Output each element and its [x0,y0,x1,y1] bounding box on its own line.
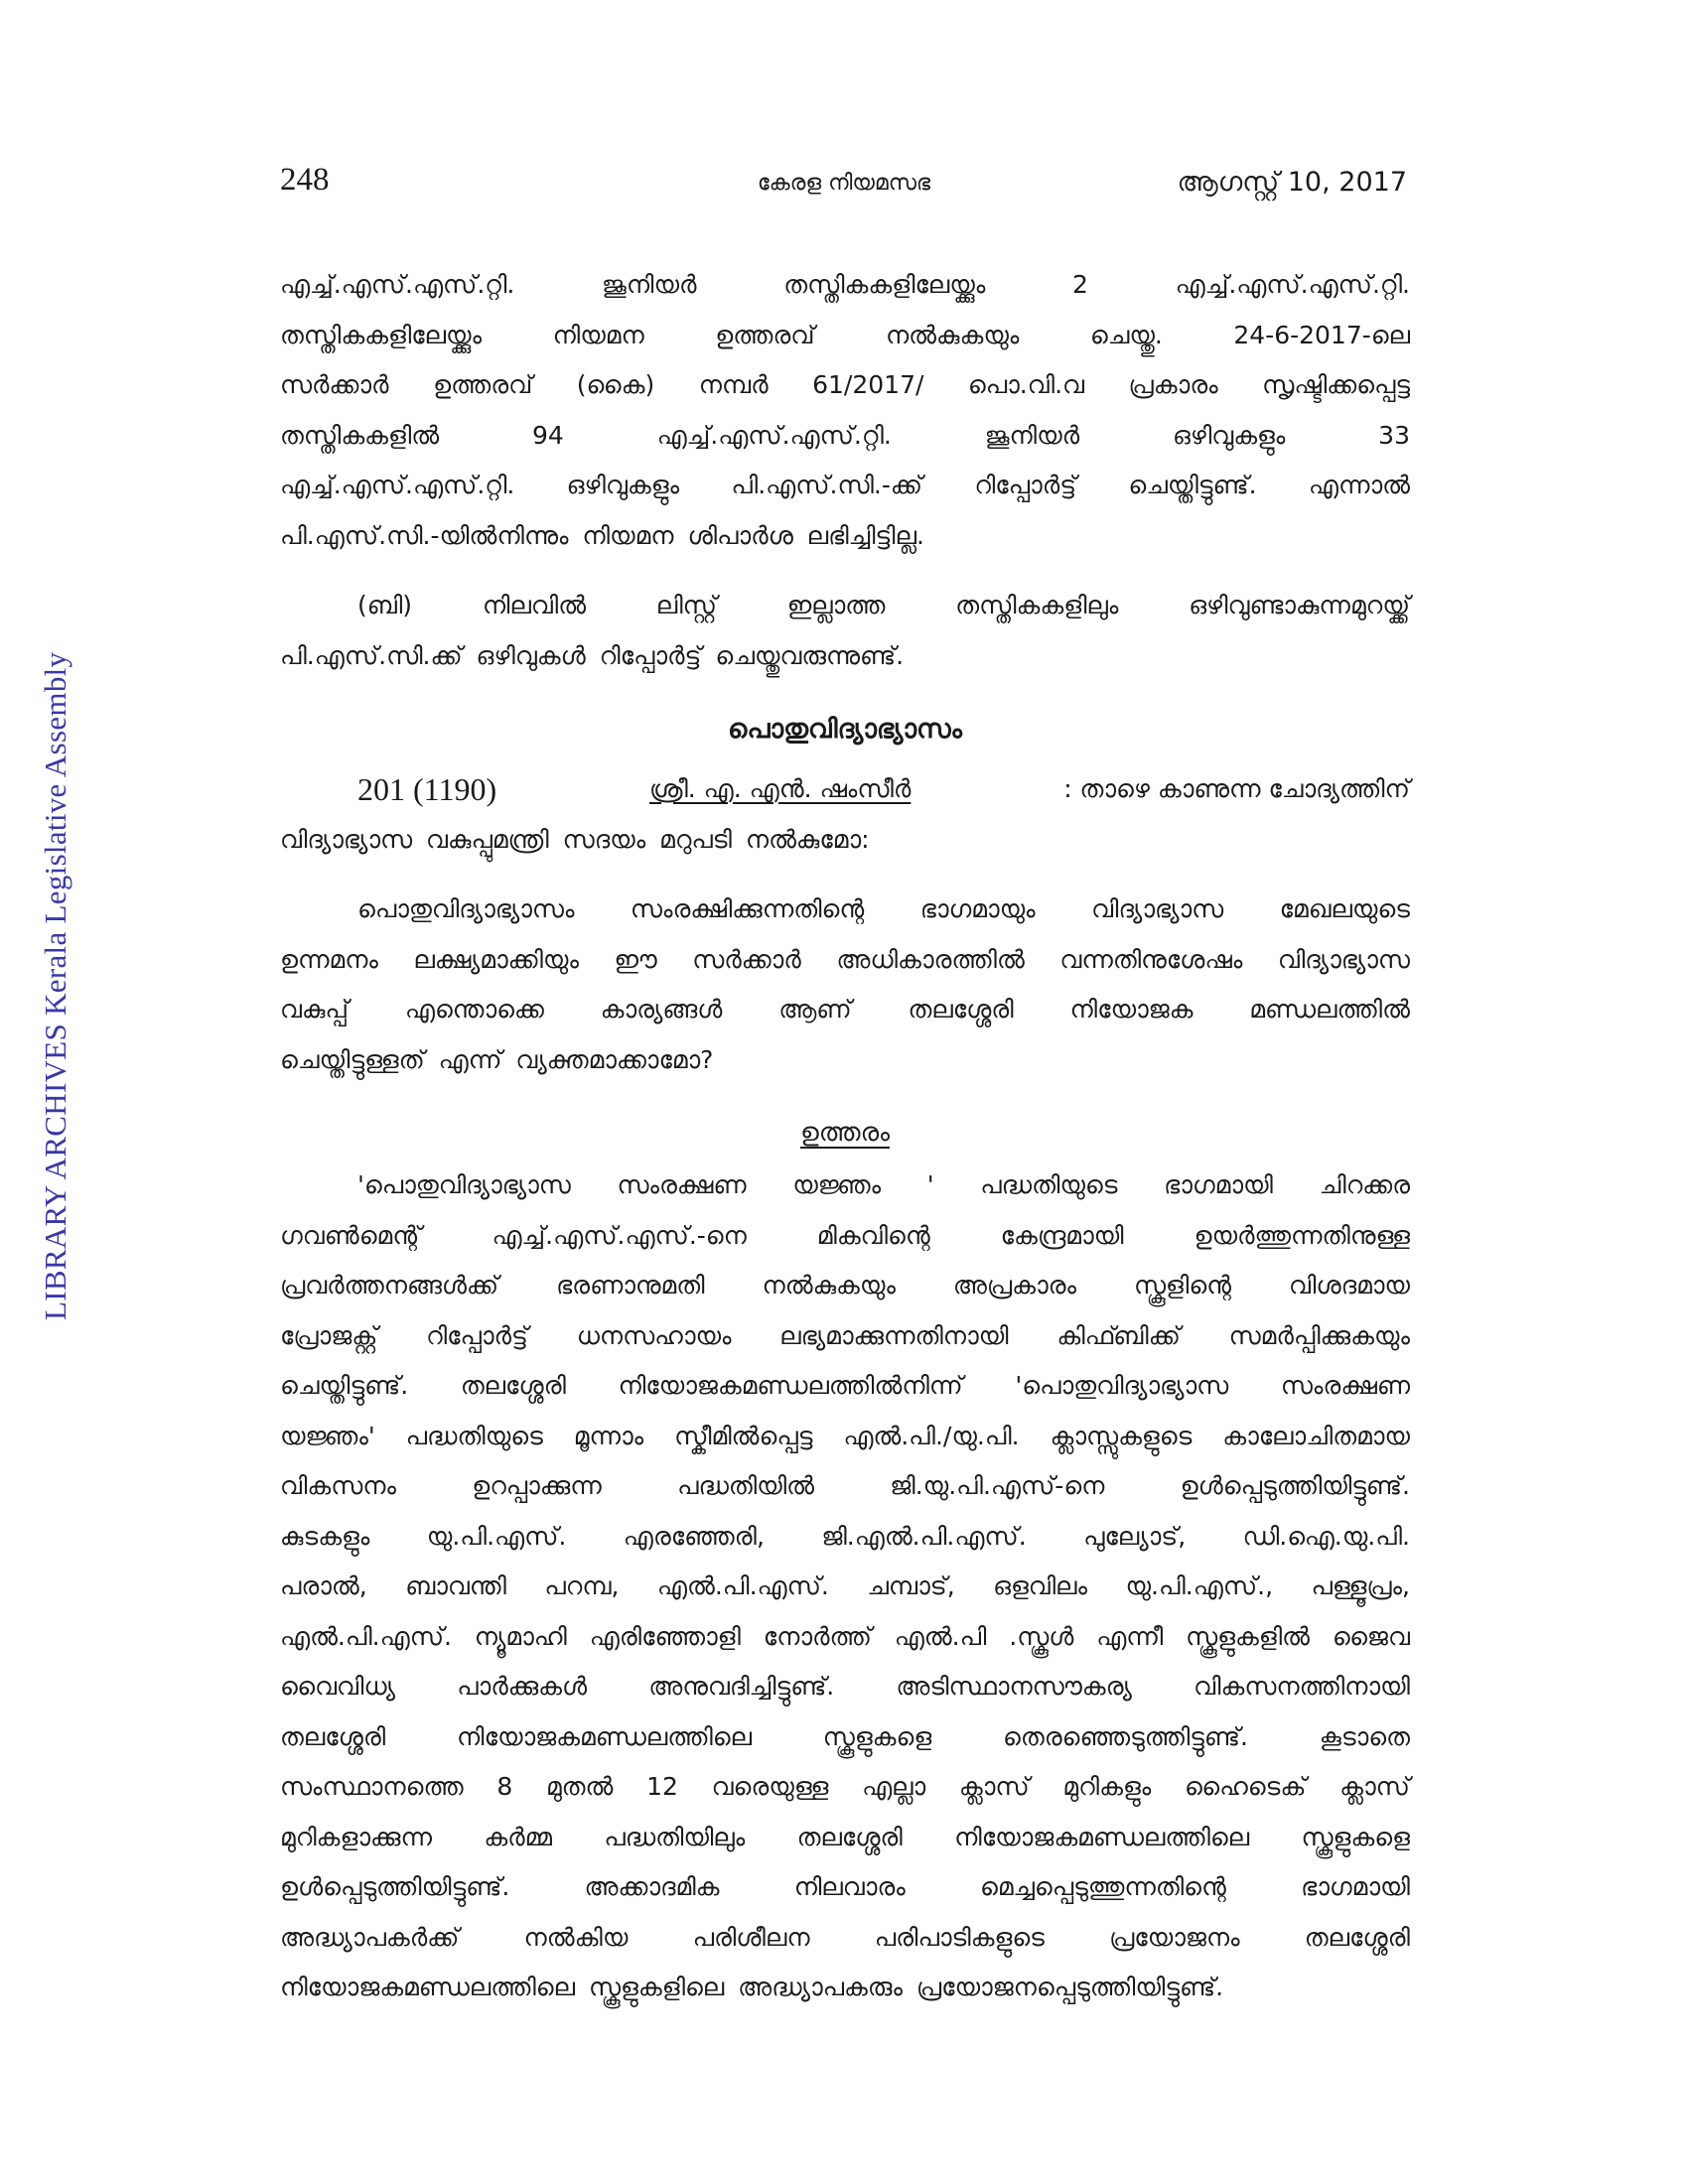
word: കേന്ദ്രമായി [1000,1220,1124,1250]
word: തലശ്ശേരി [908,995,1014,1024]
answer-heading-text: ഉത്തരം [800,1118,890,1148]
word: പരിപാടികളുടെ [874,1922,1045,1952]
word: കിഫ്ബിക്ക് [1056,1320,1181,1350]
word: 2 [1072,270,1088,299]
word: ക്ലാസ് [1339,1772,1410,1801]
word: പ്രവർത്തനങ്ങൾക്ക് [280,1271,499,1299]
word: പ്രയോജനം [1109,1922,1240,1952]
word: 8 [496,1772,513,1801]
word: മണ്ഡലത്തിൽ [1249,995,1410,1024]
word: സംരക്ഷിക്കുന്നതിന്റെ [630,894,865,923]
word: അടിസ്ഥാനസൗകര്യ [896,1672,1132,1701]
word: തസ്തികകളിലേയ്ക്കും [280,320,483,349]
page-header-date: ആഗസ്റ്റ് 10, 2017 [1177,167,1407,198]
question-text [280,885,1410,1085]
word: ' [926,1170,934,1199]
word: നിയോജകമണ്ഡലത്തിൽനിന്ന് [618,1371,963,1400]
question-line [280,764,1410,815]
word: പദ്ധതിയിലും [604,1822,746,1851]
word: സൃഷ്ടിക്കപ്പെട്ട [1262,370,1410,399]
word: എരഞ്ഞേരി, [623,1521,765,1551]
text-line [280,1512,1410,1563]
word: അദ്ധ്യാപകർക്ക് [280,1922,460,1952]
page-header-title: കേരള നിയമസഭ [757,171,931,196]
word: ലക്ഷ്യമാക്കിയും [413,944,579,974]
word: എച്ച്.എസ്.എസ്.-നെ [492,1220,747,1250]
text-line: നിയോജകമണ്ഡലത്തിലെ സ്കൂളുകളിലെ അദ്ധ്യാപകരും പ്രയോജനപ്പെടുത്തിയിട്ടുണ്ട്. [280,1973,1224,2001]
text-line [280,1913,1410,1964]
word: എരിഞ്ഞോളി [589,1621,741,1651]
word: എച്ച്.എസ്.എസ്.റ്റി. [280,471,515,499]
word: എച്ച്.എസ്.എസ്.റ്റി. [656,420,892,450]
word: അപ്രകാരം [952,1271,1076,1299]
word: യജ്ഞം [792,1170,882,1199]
word: സ്കീമിൽപ്പെട്ട [674,1421,813,1450]
word: തസ്തികകളിലേയ്ക്കും [783,270,986,299]
word: ഹൈടെക് [1185,1772,1307,1801]
word: മുതൽ [545,1772,614,1801]
word: ഉൾപ്പെടുത്തിയിട്ടുണ്ട്. [1180,1471,1410,1500]
word: മേഖലയുടെ [1279,894,1410,923]
text-line [280,1412,1410,1462]
word: എച്ച്.എസ്.എസ്.റ്റി. [1175,270,1410,299]
word: നിലവാരം [793,1872,906,1901]
word: ഭാഗമായി [1164,1170,1273,1199]
word: .സ്കൂൾ [1009,1621,1074,1651]
word: തസ്തികകളിലും [955,591,1119,619]
word: ആണ് [778,995,852,1024]
text-line [280,1662,1410,1712]
word: ലഭ്യമാക്കുന്നതിനായി [779,1320,1009,1350]
word: പ്രകാരം [1128,370,1218,399]
word: സ്കൂളുകളെ [1301,1822,1410,1851]
word: ന്യൂമാഹി [474,1621,567,1651]
word: (ബി) [357,591,413,619]
word: യു.പി.എസ്. [426,1521,567,1551]
answer-heading [280,1105,1410,1160]
word: ഭാഗമായി [1301,1872,1410,1901]
word: നൽകിയ [523,1922,629,1952]
word: ഗവൺമെന്റ് [280,1220,422,1250]
text-line [280,1712,1410,1763]
word: ജൈവ [1332,1621,1410,1651]
text-line: വിദ്യാഭ്യാസ വകുപ്പുമന്ത്രി സദയം മറുപടി നൽകുമോ: [280,824,870,854]
word: തലശ്ശേരി [796,1822,903,1851]
word: ജൂനിയർ [984,420,1080,450]
word: ഉയർത്തുന്നതിനുള്ള [1194,1220,1410,1250]
word: കാലോചിതമായ [1222,1421,1410,1450]
word: ചെയ്തിട്ടുണ്ട്. [1128,471,1257,499]
word: ഉത്തരവ് [715,320,815,349]
text-line: ചെയ്തിട്ടുള്ളത് എന്ന് വ്യക്തമാക്കാമോ? [280,1044,714,1074]
word: ജി.എൽ.പി.എസ്. [821,1521,1027,1551]
word: 12 [646,1772,678,1801]
text-line [280,1562,1410,1612]
word: മുറികളാക്കുന്ന [280,1822,432,1851]
section-heading: പൊതുവിദ്യാഭ്യാസം [728,714,962,745]
word: വൈവിധ്യ [280,1672,396,1701]
word: കൂടാതെ [1319,1721,1410,1751]
word: സ്കൂളുകളെ [822,1721,932,1751]
word: ക്ലാസ് [958,1772,1030,1801]
word: കർമ്മ [484,1822,553,1851]
word: എന്തൊക്കെ [404,995,544,1024]
text-line [280,360,1410,411]
text-line: പി.എസ്.സി.ക്ക് ഒഴിവുകൾ റിപ്പോർട്ട് ചെയ്തുവരുന്നുണ്ട്. [280,640,905,670]
word: എന്നാൽ [1308,471,1410,499]
word: വരെയുള്ള [711,1772,829,1801]
word: ഒഴിവുണ്ടാകുന്നമുറയ്ക്ക് [1189,591,1410,619]
text-line [280,581,1410,631]
word: ജൂനിയർ [602,270,697,299]
word: ഉറപ്പാക്കുന്ന [472,1471,602,1500]
word: ഭാഗമായും [919,894,1036,923]
word: വികസനം [280,1471,396,1500]
page-number: 248 [280,162,330,198]
word: ഉന്നമനം [280,944,378,974]
text-line [280,985,1410,1035]
text-line [280,311,1410,361]
question-number: 201 (1190) [357,771,497,807]
word: സമർപ്പിക്കുകയും [1228,1320,1410,1350]
word: കാര്യങ്ങൾ [600,995,723,1024]
word: മെച്ചപ്പെടുത്തുന്നതിന്റെ [980,1872,1226,1901]
word: നൽകുകയും [762,1271,896,1299]
word: സർക്കാർ [692,944,801,974]
text-line [280,935,1410,986]
word: എൽ.പി.എസ്. [280,1621,452,1651]
word: 33 [1378,420,1410,450]
word: ചെയ്തു. [1089,320,1163,349]
word: പരിശീലന [692,1922,810,1952]
text-line [280,260,1410,311]
word: ചിറക്കര [1319,1170,1410,1199]
word: തലശ്ശേരി [460,1371,566,1400]
word: അക്കാദമിക [584,1872,720,1901]
member-name: ശ്രീ. എ. എൻ. ഷംസീർ [648,774,912,803]
word: യജ്ഞം' [280,1421,375,1450]
word: ഒഴിവുകളും [1172,420,1286,450]
word: അധികാരത്തിൽ [836,944,1025,974]
word: ലിസ്റ്റ് [655,591,717,619]
word: എൽ.പി./യു.പി. [843,1421,1020,1450]
word: തലശ്ശേരി [1304,1922,1410,1952]
word: നിയമന [552,320,644,349]
word: തലശ്ശേരി [280,1721,386,1751]
text-line [280,1862,1410,1913]
answer-text [280,1160,1410,2013]
text-line [280,885,1410,935]
word: നിലവിൽ [482,591,587,619]
page-body [280,260,1410,2013]
paragraph-b [280,581,1410,681]
word: ഡി.ഐ.യു.പി. [1242,1521,1410,1551]
word: നിയോജക [1069,995,1194,1024]
text-line [280,461,1410,511]
library-archives-watermark: LIBRARY ARCHIVES Kerala Legislative Assembly [38,651,72,1320]
text-line [280,1311,1410,1362]
word: നൽകുകയും [885,320,1020,349]
word: ക്ലാസ്സുകളുടെ [1050,1421,1193,1450]
word: വിദ്യാഭ്യാസ [1277,944,1410,974]
text-line [280,1762,1410,1813]
word: പൊതുവിദ്യാഭ്യാസം [357,894,575,923]
word: തസ്തികകളിൽ [280,420,440,450]
word: സംരക്ഷണ [617,1170,747,1199]
word: പി.എസ്.സി.-ക്ക് [731,471,923,499]
word: എച്ച്.എസ്.എസ്.റ്റി. [280,270,515,299]
word: പരാൽ, [280,1571,367,1600]
word: വന്നതിനുശേഷം [1059,944,1243,974]
word: വികസനത്തിനായി [1194,1672,1410,1701]
word: വിശദമായ [1289,1271,1410,1299]
word: 94 [531,420,564,450]
word: ധനസഹായം [576,1320,732,1350]
word: യു.പി.എസ്., [1125,1571,1274,1600]
word: എൽ.പി [894,1621,987,1651]
question-intro: : താഴെ കാണുന്ന ചോദ്യത്തിന് [1063,774,1410,803]
text-line [280,1211,1410,1262]
word: 61/2017/ [812,370,924,399]
word: ഇല്ലാത്ത [786,591,886,619]
word: (കൈ) [576,370,655,399]
word: സംരക്ഷണ [1280,1371,1410,1400]
word: ഈ [614,944,657,974]
word: വകുപ്പ് [280,995,350,1024]
word: പുല്യോട്, [1083,1521,1187,1551]
word: അനുവദിച്ചിട്ടുണ്ട്. [648,1672,835,1701]
word: മുറികളും [1062,1772,1152,1801]
word: പാർക്കുകൾ [457,1672,588,1701]
word: ഉത്തരവ് [433,370,533,399]
word: പള്ളൂപ്രം, [1311,1571,1410,1600]
word: എൽ.പി.എസ്. [656,1571,829,1600]
word: ചമ്പാട്, [867,1571,955,1600]
word: മൂന്നാം [573,1421,644,1450]
text-line [280,1361,1410,1412]
word: 24-6-2017-ലെ [1233,320,1410,349]
word: മികവിന്റെ [816,1220,930,1250]
word: സംസ്ഥാനത്തെ [280,1772,464,1801]
question-block [280,764,1410,865]
text-line [280,1612,1410,1663]
word: പദ്ധതിയിൽ [677,1471,814,1500]
word: ഭരണാനുമതി [556,1271,705,1299]
word: നിയോജകമണ്ഡലത്തിലെ [954,1822,1250,1851]
word: സ്കൂളുകളിൽ [1186,1621,1310,1651]
word: പദ്ധതിയുടെ [980,1170,1118,1199]
word: നിയോജകമണ്ഡലത്തിലെ [456,1721,752,1751]
word: എന്നീ [1096,1621,1164,1651]
text-line [280,1261,1410,1311]
word: 'പൊതുവിദ്യാഭ്യാസ [357,1170,571,1199]
word: ചെയ്തിട്ടുണ്ട്. [280,1371,409,1400]
word: ബാവന്തി [405,1571,506,1600]
text-line [280,1813,1410,1863]
word: റിപ്പോർട്ട് [426,1320,528,1350]
word: 'പൊതുവിദ്യാഭ്യാസ [1015,1371,1229,1400]
word: പദ്ധതിയുടെ [405,1421,543,1450]
paragraph-vacancies [280,260,1410,561]
word: പൊ.വി.വ [967,370,1085,399]
text-line [280,1461,1410,1512]
word: പ്രോജക്റ്റ് [280,1320,378,1350]
word: കുടകളും [280,1521,370,1551]
word: സർക്കാർ [280,370,389,399]
word: സ്കൂളിന്റെ [1134,1271,1232,1299]
word: നമ്പർ [698,370,769,399]
text-line [280,1160,1410,1211]
word: തെരഞ്ഞെടുത്തിട്ടുണ്ട്. [1003,1721,1248,1751]
word: പറമ്പ, [544,1571,620,1600]
word: ജി.യു.പി.എസ്-നെ [890,1471,1105,1500]
word: വിദ്യാഭ്യാസ [1091,894,1224,923]
word: നോർത്ത് [763,1621,872,1651]
text-line [280,411,1410,462]
word: ഉൾപ്പെടുത്തിയിട്ടുണ്ട്. [280,1872,510,1901]
text-line: പി.എസ്.സി.-യിൽനിന്നും നിയമന ശിപാർശ ലഭിച്ചിട്ടില്ല. [280,520,924,550]
word: എല്ലാ [862,1772,926,1801]
word: ഒഴിവുകളും [566,471,680,499]
word: റിപ്പോർട്ട് [974,471,1077,499]
word: ഒളവിലം [993,1571,1088,1600]
